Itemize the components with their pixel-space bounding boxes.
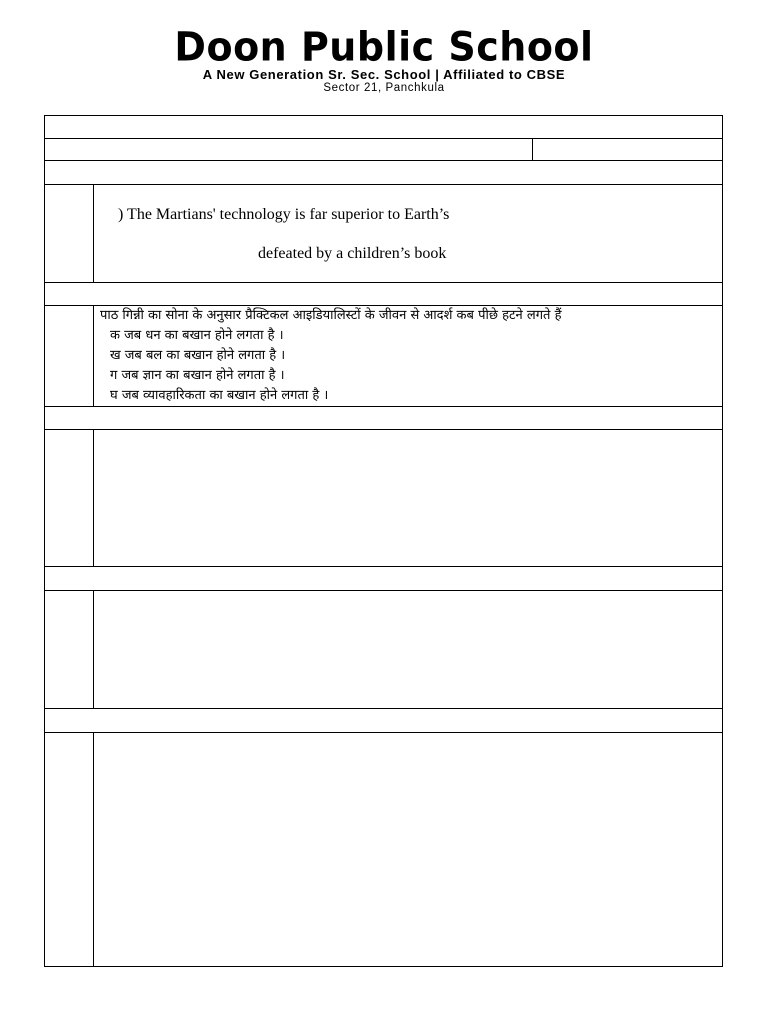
column-divider (532, 138, 533, 160)
school-name: Doon Public School (174, 23, 594, 71)
question-2-option-d: घ जब व्यावहारिकता का बखान होने लगता है । (110, 388, 329, 403)
row-divider (44, 406, 723, 407)
question-number-column (93, 590, 94, 708)
row-divider (44, 566, 723, 567)
question-number-column (93, 184, 94, 282)
question-number-column (93, 732, 94, 967)
question-1-line-1: ) The Martians' technology is far superior to Earth’s (118, 206, 450, 223)
question-2-option-b: ख जब बल का बखान होने लगता है । (110, 348, 286, 363)
question-1-line-2: defeated by a children’s book (258, 245, 447, 262)
row-divider (44, 138, 723, 139)
row-divider (44, 708, 723, 709)
row-divider (44, 160, 723, 161)
worksheet-table (44, 115, 723, 967)
row-divider (44, 282, 723, 283)
row-divider (44, 429, 723, 430)
row-divider (44, 732, 723, 733)
question-2-option-a: क जब धन का बखान होने लगता है । (110, 328, 284, 343)
question-number-column (93, 305, 94, 406)
question-number-column (93, 429, 94, 566)
row-divider (44, 184, 723, 185)
question-2-option-c: ग जब ज्ञान का बखान होने लगता है । (110, 368, 285, 383)
school-address: Sector 21, Panchkula (323, 82, 445, 94)
row-divider (44, 590, 723, 591)
school-header (0, 23, 768, 94)
school-tagline: A New Generation Sr. Sec. School | Affiliated to CBSE (202, 67, 566, 82)
question-2-prompt: पाठ गिन्नी का सोना के अनुसार प्रैक्टिकल आइडियालिस्टों के जीवन से आदर्श कब पीछे हटने लगते हैं (100, 308, 562, 323)
